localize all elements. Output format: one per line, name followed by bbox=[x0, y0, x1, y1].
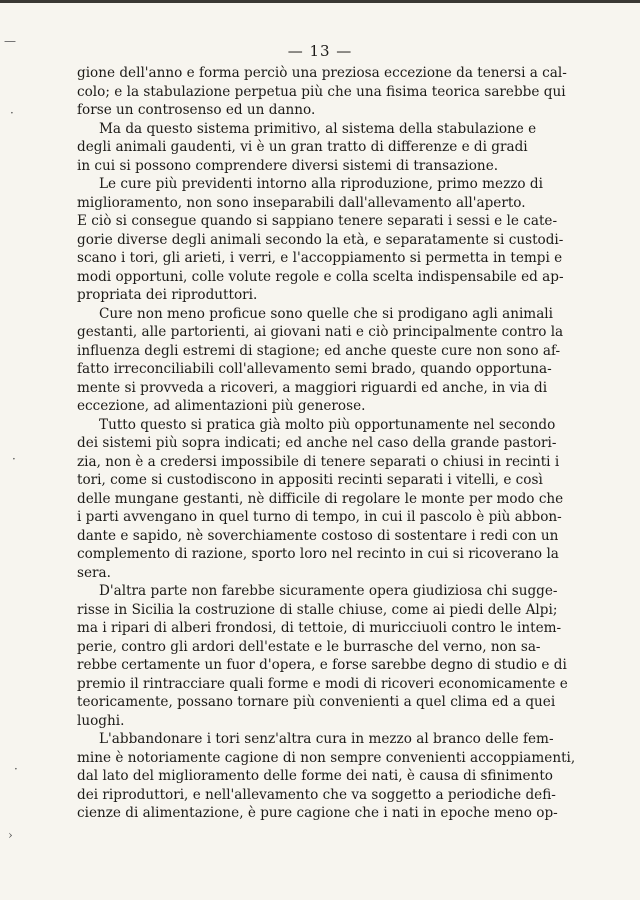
text-line: tori, come si custodiscono in appositi recinti separati i vitelli, e così bbox=[77, 472, 543, 488]
margin-mark: · bbox=[14, 762, 18, 776]
text-line: mine è notoriamente cagione di non sempre convenienti accoppiamenti, bbox=[77, 749, 576, 766]
text-line: teoricamente, possano tornare più convenienti a quel clima ed a quei bbox=[77, 694, 556, 710]
text-line: E ciò si consegue quando si sappiano tenere separati i sessi e le cate- bbox=[77, 213, 558, 229]
text-line: mente si provveda a ricoveri, a maggiori riguardi ed anche, in via di bbox=[77, 379, 548, 396]
text-line: Le cure più previdenti intorno alla riproduzione, primo mezzo di bbox=[99, 176, 543, 192]
text-line: gorie diverse degli animali secondo la età, e separatamente si custodi- bbox=[77, 231, 564, 248]
margin-mark: — bbox=[4, 34, 16, 48]
text-line: in cui si possono comprendere diversi sistemi di transazione. bbox=[77, 157, 499, 174]
margin-mark: · bbox=[10, 106, 14, 120]
text-line: colo; e la stabulazione perpetua più che una fisima teorica sarebbe qui bbox=[77, 83, 566, 100]
text-line: risse in Sicilia la costruzione di stalle chiuse, come ai piedi delle Alpi; bbox=[77, 601, 558, 618]
text-line: i parti avvengano in quel turno di tempo, in cui il pascolo è più abbon- bbox=[77, 509, 562, 525]
text-line: influenza degli estremi di stagione; ed anche queste cure non sono af- bbox=[77, 342, 561, 359]
text-line: Cure non meno proficue sono quelle che si prodigano agli animali bbox=[99, 305, 553, 322]
text-line: luoghi. bbox=[77, 712, 125, 729]
text-line: sera. bbox=[77, 564, 111, 581]
text-line: L'abbandonare i tori senz'altra cura in mezzo al branco delle fem- bbox=[99, 731, 554, 747]
text-line: degli animali gaudenti, vi è un gran tratto di differenze e di gradi bbox=[77, 139, 528, 155]
text-line: fatto irreconciliabili coll'allevamento semi brado, quando opportuna- bbox=[77, 361, 552, 377]
text-line: D'altra parte non farebbe sicuramente opera giudiziosa chi sugge- bbox=[99, 583, 558, 599]
text-line: dante e sapido, nè soverchiamente costoso di sostentare i redi con un bbox=[77, 527, 559, 544]
text-line: dei sistemi più sopra indicati; ed anche nel caso della grande pastori- bbox=[77, 435, 557, 451]
text-line: complemento di razione, sporto loro nel recinto in cui si ricoverano la bbox=[77, 546, 559, 562]
text-line: premio il rintracciare quali forme e modi di ricoveri economicamente e bbox=[77, 675, 568, 692]
text-line: cienze di alimentazione, è pure cagione che i nati in epoche meno op- bbox=[77, 805, 558, 821]
text-line: ma i ripari di alberi frondosi, di tettoie, di muricciuoli contro le intem- bbox=[77, 620, 562, 636]
text-line: Tutto questo si pratica già molto più opportunamente nel secondo bbox=[99, 416, 556, 433]
text-body bbox=[77, 64, 576, 823]
text-line: dei riproduttori, e nell'allevamento che va soggetto a periodiche defi- bbox=[77, 786, 556, 803]
page-number: — 13 — bbox=[287, 42, 353, 60]
text-line: miglioramento, non sono inseparabili dall'allevamento all'aperto. bbox=[77, 194, 526, 211]
text-line: perie, contro gli ardori dell'estate e le burrasche del verno, non sa- bbox=[77, 638, 541, 655]
text-line: delle mungane gestanti, nè difficile di regolare le monte per modo che bbox=[77, 490, 564, 507]
text-line: eccezione, ad alimentazioni più generose. bbox=[77, 398, 366, 414]
text-line: Ma da questo sistema primitivo, al sistema della stabulazione e bbox=[99, 120, 537, 137]
text-line: forse un controsenso ed un danno. bbox=[77, 102, 316, 118]
text-line: zia, non è a credersi impossibile di tenere separati o chiusi in recinti i bbox=[77, 453, 560, 470]
text-line: modi opportuni, colle volute regole e colla scelta indispensabile ed ap- bbox=[77, 268, 564, 285]
text-line: scano i tori, gli arieti, i verri, e l'accoppiamento si permetta in tempi e bbox=[77, 250, 563, 266]
text-line: dal lato del miglioramento delle forme dei nati, è causa di sfinimento bbox=[77, 768, 553, 784]
text-line: rebbe certamente un fuor d'opera, e forse sarebbe degno di studio e di bbox=[77, 657, 567, 673]
text-line: gestanti, alle partorienti, ai giovani nati e ciò principalmente contro la bbox=[77, 324, 564, 340]
text-line: propriata dei riproduttori. bbox=[77, 287, 258, 303]
text-line: gione dell'anno e forma perciò una preziosa eccezione da tenersi a cal- bbox=[77, 65, 567, 81]
margin-mark: · bbox=[12, 452, 16, 466]
top-rule bbox=[0, 0, 640, 3]
margin-mark: › bbox=[8, 828, 13, 842]
